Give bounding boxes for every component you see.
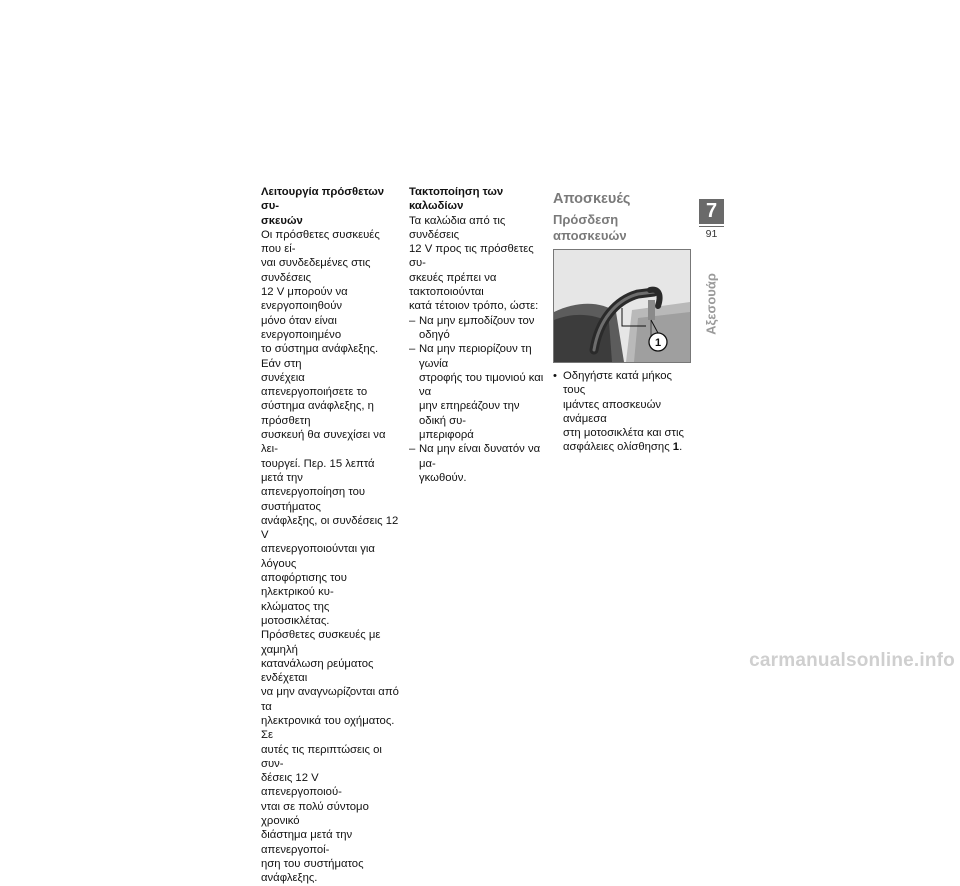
text-line: Οδηγήστε κατά μήκος τους (563, 370, 672, 397)
section-title-cable-routing: Τακτοποίηση των καλωδίων (409, 186, 504, 213)
column-cable-routing (409, 185, 546, 485)
text-line: 12 V προς τις πρόσθετες συ- (409, 243, 534, 270)
sentence-end: . (679, 441, 683, 454)
text-line: αυτές τις περιπτώσεις οι συν- (261, 743, 382, 770)
text-line: μην επηρεάζουν την οδική συ- (419, 400, 520, 427)
text-line: μόνο όταν είναι ενεργοποιημένο (261, 314, 342, 341)
text-line: απενεργοποιούνται για λόγους (261, 543, 375, 570)
instruction-bullet (553, 369, 693, 455)
text-line: απενεργοποίηση του συστήματος (261, 486, 366, 513)
text-line: ηση του συστήματος ανάφλεξης. (261, 857, 364, 885)
text-line: αποφόρτισης του ηλεκτρικού κυ- (261, 572, 347, 599)
text-line: δέσεις 12 V απενεργοποιού- (261, 772, 342, 799)
page-number: 91 (705, 228, 718, 240)
text-line: ανάφλεξης, οι συνδέσεις 12 V (261, 514, 399, 542)
text-line: τουργεί. Περ. 15 λεπτά μετά την (261, 457, 375, 484)
text-line: συνέχεια απενεργοποιήσετε το (261, 371, 368, 399)
cable-routing-list (409, 314, 546, 486)
text-line: ναι συνδεδεμένες στις συνδέσεις (261, 257, 371, 284)
text-line: κλώματος της μοτοσικλέτας. (261, 600, 330, 627)
section-heading-luggage-fastening: Πρόσδεση αποσκευών (553, 212, 627, 243)
text-line: κατά τέτοιον τρόπο, ώστε: (409, 300, 539, 313)
list-item (409, 342, 546, 442)
text-line: 12 V μπορούν να ενεργοποιηθούν (261, 286, 348, 313)
chapter-side-label: Αξεσουάρ (703, 273, 719, 335)
cable-routing-paragraph (409, 214, 546, 314)
text-line: Τα καλώδια από τις συνδέσεις (409, 214, 506, 241)
title-line: Λειτουργία πρόσθετων συ- (261, 186, 385, 213)
tab-divider (699, 226, 724, 227)
text-line: να μην αναγνωρίζονται από τα (261, 686, 399, 713)
list-item (409, 314, 546, 343)
text-line: Πρόσθετες συσκευές με χαμηλή (261, 629, 381, 656)
text-line: στη μοτοσικλέτα και στις (563, 427, 684, 440)
text-line: σύστημα ανάφλεξης, η πρόσθετη (261, 400, 374, 427)
site-watermark: carmanualsonline.info (749, 650, 955, 671)
column-accessory-operation (261, 185, 399, 886)
text-line: κατανάλωση ρεύματος ενδέχεται (261, 657, 374, 685)
chapter-heading: Αποσκευές (553, 191, 631, 207)
text-line: Να μην περιορίζουν τη γωνία (419, 343, 532, 370)
text-line: στροφής του τιμονιού και να (419, 371, 544, 399)
luggage-strap-figure (553, 249, 691, 363)
text-line: σκευές πρέπει να τακτοποιούνται (409, 271, 497, 299)
text-line: Να μην εμποδίζουν τον οδηγό (419, 314, 535, 341)
title-line: σκευών (261, 214, 303, 227)
accessory-operation-paragraph (261, 228, 399, 886)
text-line: ασφάλειες ολίσθησης (563, 441, 670, 454)
text-line: το σύστημα ανάφλεξης. Εάν στη (261, 343, 379, 370)
chapter-number-tab: 7 (699, 199, 724, 224)
column-luggage (553, 190, 693, 455)
text-line: Οι πρόσθετες συσκευές που εί- (261, 228, 380, 256)
text-line: γκωθούν. (419, 471, 467, 484)
text-line: ηλεκτρονικά του οχήματος. Σε (261, 714, 395, 742)
text-line: Να μην είναι δυνατόν να μα- (419, 443, 541, 470)
section-title-accessory-operation (261, 185, 399, 228)
text-line: νται σε πολύ σύντομο χρονικό (261, 800, 369, 828)
text-line: μπεριφορά (419, 429, 474, 442)
text-line: ιμάντες αποσκευών ανάμεσα (563, 398, 662, 425)
motorcycle-photo-illustration (554, 250, 690, 362)
list-item (409, 442, 546, 485)
callout-reference: 1 (672, 441, 680, 454)
callout-number: 1 (654, 337, 662, 349)
text-line: διάστημα μετά την απενεργοποί- (261, 829, 353, 856)
text-line: συσκευή θα συνεχίσει να λει- (261, 429, 386, 456)
